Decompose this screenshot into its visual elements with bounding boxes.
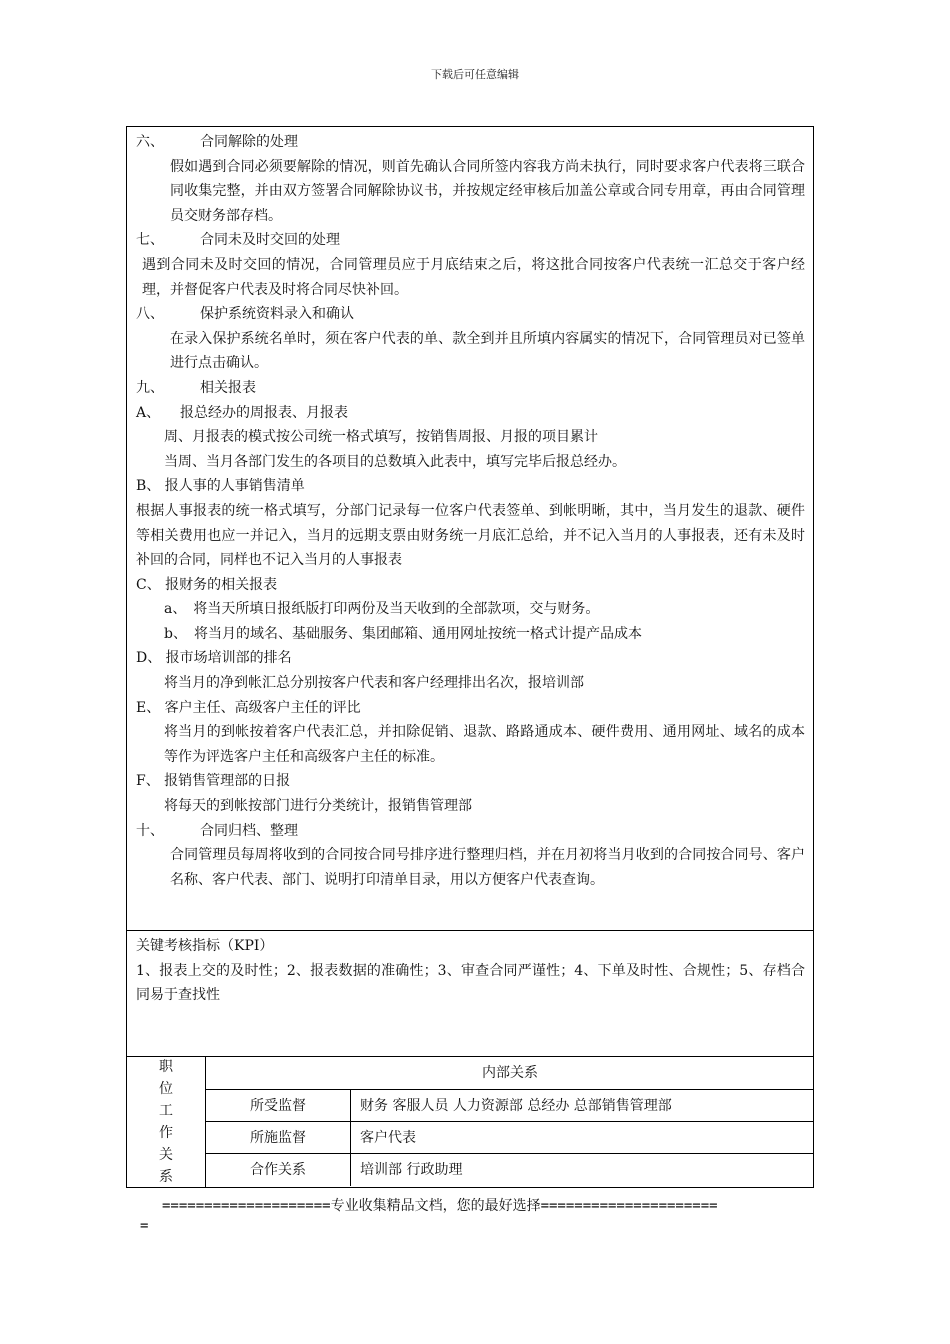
subsection-heading-d: D、 报市场培训部的排名 bbox=[136, 650, 292, 667]
relation-key: 所受监督 bbox=[206, 1090, 351, 1121]
section-body-8: 在录入保护系统名单时，须在客户代表的单、款全到并且所填内容属实的情况下，合同管理员对已签单进行点击确认。 bbox=[170, 330, 805, 372]
section-body-6: 假如遇到合同必须要解除的情况，则首先确认合同所签内容我方尚未执行，同时要求客户代表将三联合同收集完整，并由双方签署合同解除协议书，并按规定经审核后加盖公章或合同专用章，再由合同管理员交财务部存档。 bbox=[170, 158, 805, 224]
subsection-a-line-1: 周、月报表的模式按公司统一格式填写，按销售周报、月报的项目累计 bbox=[164, 429, 598, 446]
subsection-e-body: 将当月的到帐按着客户代表汇总，并扣除促销、退款、路路通成本、硬件费用、通用网址、域名的成本等作为评选客户主任和高级客户主任的标准。 bbox=[164, 724, 805, 765]
relation-value: 客户代表 bbox=[360, 1130, 416, 1146]
subsection-heading-b: B、 报人事的人事销售清单 bbox=[136, 478, 305, 495]
section-heading-10: 十、 合同归档、整理 bbox=[136, 822, 298, 839]
table-row bbox=[206, 1090, 814, 1122]
subsection-heading-f: F、 报销售管理部的日报 bbox=[136, 773, 291, 790]
relation-key: 所施监督 bbox=[206, 1122, 351, 1153]
relations-label-line: 工作 bbox=[159, 1103, 173, 1141]
relations-label-line: 关系 bbox=[159, 1147, 173, 1185]
internal-relations-heading: 内部关系 bbox=[206, 1057, 814, 1090]
section-heading-9: 九、 相关报表 bbox=[136, 379, 256, 396]
subsection-c-item-b: b、 将当月的域名、基础服务、集团邮箱、通用网址按统一格式计提产品成本 bbox=[164, 625, 642, 642]
subsection-c-item-a: a、 将当天所填日报纸版打印两份及当天收到的全部款项，交与财务。 bbox=[164, 601, 600, 618]
kpi-title: 关键考核指标（KPI） bbox=[136, 938, 274, 954]
subsection-a-line-2: 当周、当月各部门发生的各项目的总数填入此表中，填写完毕后报总经办。 bbox=[164, 453, 626, 470]
section-heading-7: 七、 合同未及时交回的处理 bbox=[136, 232, 340, 249]
relations-row-label bbox=[127, 1057, 206, 1187]
section-heading-6: 六、 合同解除的处理 bbox=[136, 134, 298, 150]
subsection-heading-a: A、 报总经办的周报表、月报表 bbox=[136, 404, 348, 421]
footer-banner: ====================专业收集精品文档，您的最好选择===================== bbox=[162, 1198, 718, 1214]
work-procedures-section bbox=[127, 127, 813, 931]
subsection-heading-c: C、 报财务的相关报表 bbox=[136, 576, 278, 593]
table-row bbox=[206, 1154, 814, 1186]
job-relations-table bbox=[127, 1057, 813, 1187]
page-header-note: 下载后可任意编辑 bbox=[431, 68, 519, 81]
page-footer bbox=[140, 1196, 810, 1236]
section-body-7: 遇到合同未及时交回的情况，合同管理员应于月底结束之后，将这批合同按客户代表统一汇总交于客户经理，并督促客户代表及时将合同尽快补回。 bbox=[142, 256, 805, 298]
table-row bbox=[206, 1122, 814, 1154]
subsection-heading-e: E、 客户主任、高级客户主任的评比 bbox=[136, 699, 361, 716]
subsection-b-body: 根据人事报表的统一格式填写，分部门记录每一位客户代表签单、到帐明晰，其中，当月发生的退款、硬件等相关费用也应一并记入，当月的远期支票由财务统一月底汇总给，并不记入当月的人事报表，还有未及时补回的合同，同样也不记入当月的人事报表 bbox=[136, 502, 805, 569]
relations-label-line: 职位 bbox=[159, 1059, 173, 1097]
subsection-d-body: 将当月的净到帐汇总分别按客户代表和客户经理排出名次，报培训部 bbox=[164, 675, 584, 692]
internal-relations-block bbox=[206, 1057, 814, 1187]
subsection-f-body: 将每天的到帐按部门进行分类统计，报销售管理部 bbox=[164, 798, 472, 815]
section-body-10: 合同管理员每周将收到的合同按合同号排序进行整理归档，并在月初将当月收到的合同按合同号、客户名称、客户代表、部门、说明打印清单目录，用以方便客户代表查询。 bbox=[170, 847, 805, 888]
relation-key: 合作关系 bbox=[206, 1154, 351, 1186]
kpi-body: 1、报表上交的及时性；2、报表数据的准确性；3、审查合同严谨性；4、下单及时性、合规性；5、存档合同易于查找性 bbox=[136, 962, 805, 1004]
kpi-section bbox=[127, 931, 813, 1057]
relation-value: 培训部 行政助理 bbox=[360, 1162, 463, 1178]
job-description-table bbox=[126, 126, 814, 1188]
footer-tail: = bbox=[140, 1218, 149, 1234]
relation-value: 财务 客服人员 人力资源部 总经办 总部销售管理部 bbox=[360, 1098, 672, 1114]
section-heading-8: 八、 保护系统资料录入和确认 bbox=[136, 306, 354, 323]
